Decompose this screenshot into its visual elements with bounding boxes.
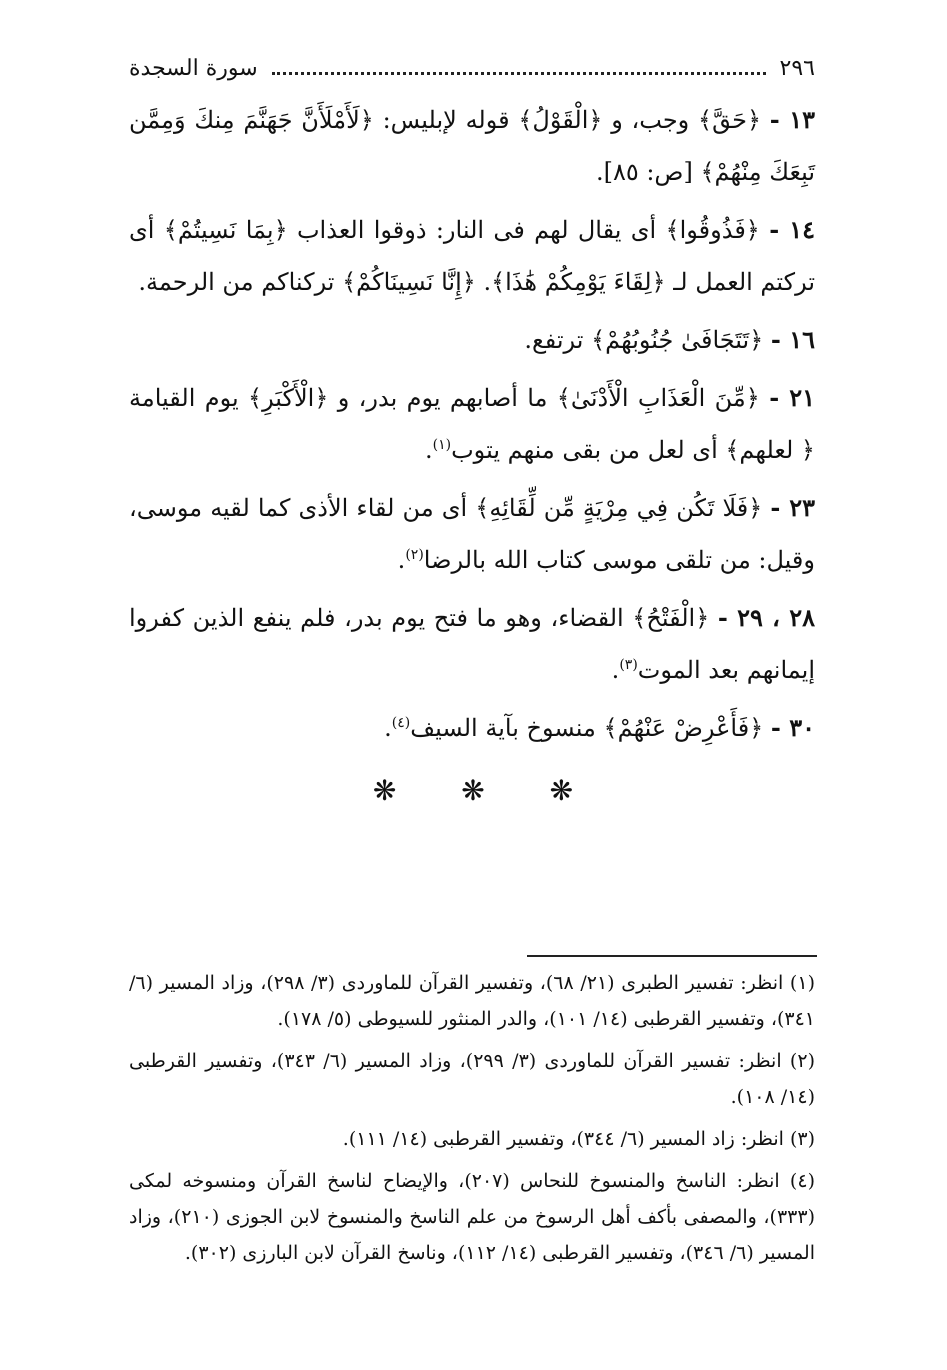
entry-text: ﴿تَتَجَافَىٰ جُنُوبُهُمْ﴾ ترتفع.	[524, 326, 764, 354]
entry-text: ﴿مِّنَ الْعَذَابِ الْأَدْنَىٰ﴾ ما أصابهم يوم بدر، و ﴿الْأَكْبَرِ﴾ يوم القيامة ﴿ لعلهم﴾ أى لعل من بقى منهم يتوب	[129, 384, 815, 464]
header-dotted-leader	[272, 72, 766, 75]
footnote-rule	[527, 955, 817, 957]
entry-end: .	[384, 714, 392, 742]
page-body	[129, 52, 815, 807]
surah-title: سورة السجدة	[129, 56, 258, 81]
footnote-ref-1[interactable]: (١)	[432, 437, 452, 453]
footnote-4: (٤) انظر: الناسخ والمنسوخ للنحاس (٢٠٧)، والإيضاح لناسخ القرآن ومنسوخه لمكى (٣٣٣)، والمصفى بأكف أهل الرسوخ من علم الناسخ والمنسوخ لابن الجوزى (٢١٠)، وزاد المسير (٦/ ٣٤٦)، وتفسير القرطبى (١٤/ ١١٢)، وناسخ القرآن لابن البارزى (٣٠٢).	[129, 1170, 815, 1264]
entry-verse-28-29	[129, 592, 815, 696]
verse-number: ٢١ -	[769, 383, 815, 412]
section-separator: ❋ ❋ ❋	[372, 774, 602, 807]
entry-text: ﴿الْفَتْحُ﴾ القضاء، وهو ما فتح يوم بدر، فلم ينفع الذين كفروا إيمانهم بعد الموت	[129, 604, 815, 684]
entry-text: ﴿فَلَا تَكُن فِي مِرْيَةٍ مِّن لِّقَائِهِ﴾ أى من لقاء الأذى كما لقيه موسى، وقيل: من تلقى موسى كتاب الله بالرضا	[129, 494, 815, 574]
footnote-3: (٣) انظر: زاد المسير (٦/ ٣٤٤)، وتفسير القرطبى (١٤/ ١١١).	[342, 1128, 815, 1150]
entry-verse-30	[129, 702, 815, 754]
entry-verse-13	[129, 94, 815, 198]
footnote-2: (٢) انظر: تفسير القرآن للماوردى (٣/ ٢٩٩)، وزاد المسير (٦/ ٣٤٣)، وتفسير القرطبى (١٤/ ١٠٨).	[129, 1050, 815, 1108]
entry-text: ﴿فَذُوقُوا﴾ أى يقال لهم فى النار: ذوقوا العذاب ﴿بِمَا نَسِيتُمْ﴾ أى تركتم العمل لـ ﴿لِقَاءَ يَوْمِكُمْ هَٰذَا﴾. ﴿إِنَّا نَسِينَاكُمْ﴾ تركناكم من الرحمة.	[129, 216, 815, 296]
page-number: ٢٩٦	[779, 56, 815, 81]
entry-end: .	[424, 436, 433, 464]
entry-verse-14	[129, 204, 815, 308]
entry-text: ﴿فَأَعْرِضْ عَنْهُمْ﴾ منسوخ بآية السيف	[410, 714, 764, 742]
footnote-ref-2[interactable]: (٢)	[405, 547, 424, 563]
entry-end: .	[397, 546, 406, 574]
verse-number: ١٣ -	[769, 105, 815, 134]
verse-number: ٣٠ -	[770, 713, 815, 742]
verse-number: ١٤ -	[769, 215, 815, 244]
verse-number: ٢٣ -	[770, 493, 815, 522]
verse-number: ٢٨ ، ٢٩ -	[717, 603, 815, 632]
entry-verse-16	[129, 314, 815, 366]
footnotes	[129, 965, 815, 1277]
entry-text: ﴿حَقَّ﴾ وجب، و ﴿الْقَوْلُ﴾ قوله لإبليس: ﴿لَأَمْلَأَنَّ جَهَنَّمَ مِنكَ وَمِمَّن تَبِعَكَ مِنْهُمْ﴾ [ص: ٨٥].	[129, 106, 815, 186]
entry-end: .	[611, 656, 620, 684]
verse-number: ١٦ -	[770, 325, 815, 354]
footnote-1: (١) انظر: تفسير الطبرى (٢١/ ٦٨)، وتفسير القرآن للماوردى (٣/ ٢٩٨)، وزاد المسير (٦/ ٣٤١)، وتفسير القرطبى (١٤/ ١٠١)، والدر المنثور للسيوطى (٥/ ١٧٨).	[129, 972, 815, 1030]
footnote-ref-3[interactable]: (٣)	[619, 657, 638, 673]
footnote-ref-4[interactable]: (٤)	[391, 715, 411, 731]
entry-verse-23	[129, 482, 815, 586]
running-header	[129, 52, 815, 86]
entry-verse-21	[129, 372, 815, 476]
